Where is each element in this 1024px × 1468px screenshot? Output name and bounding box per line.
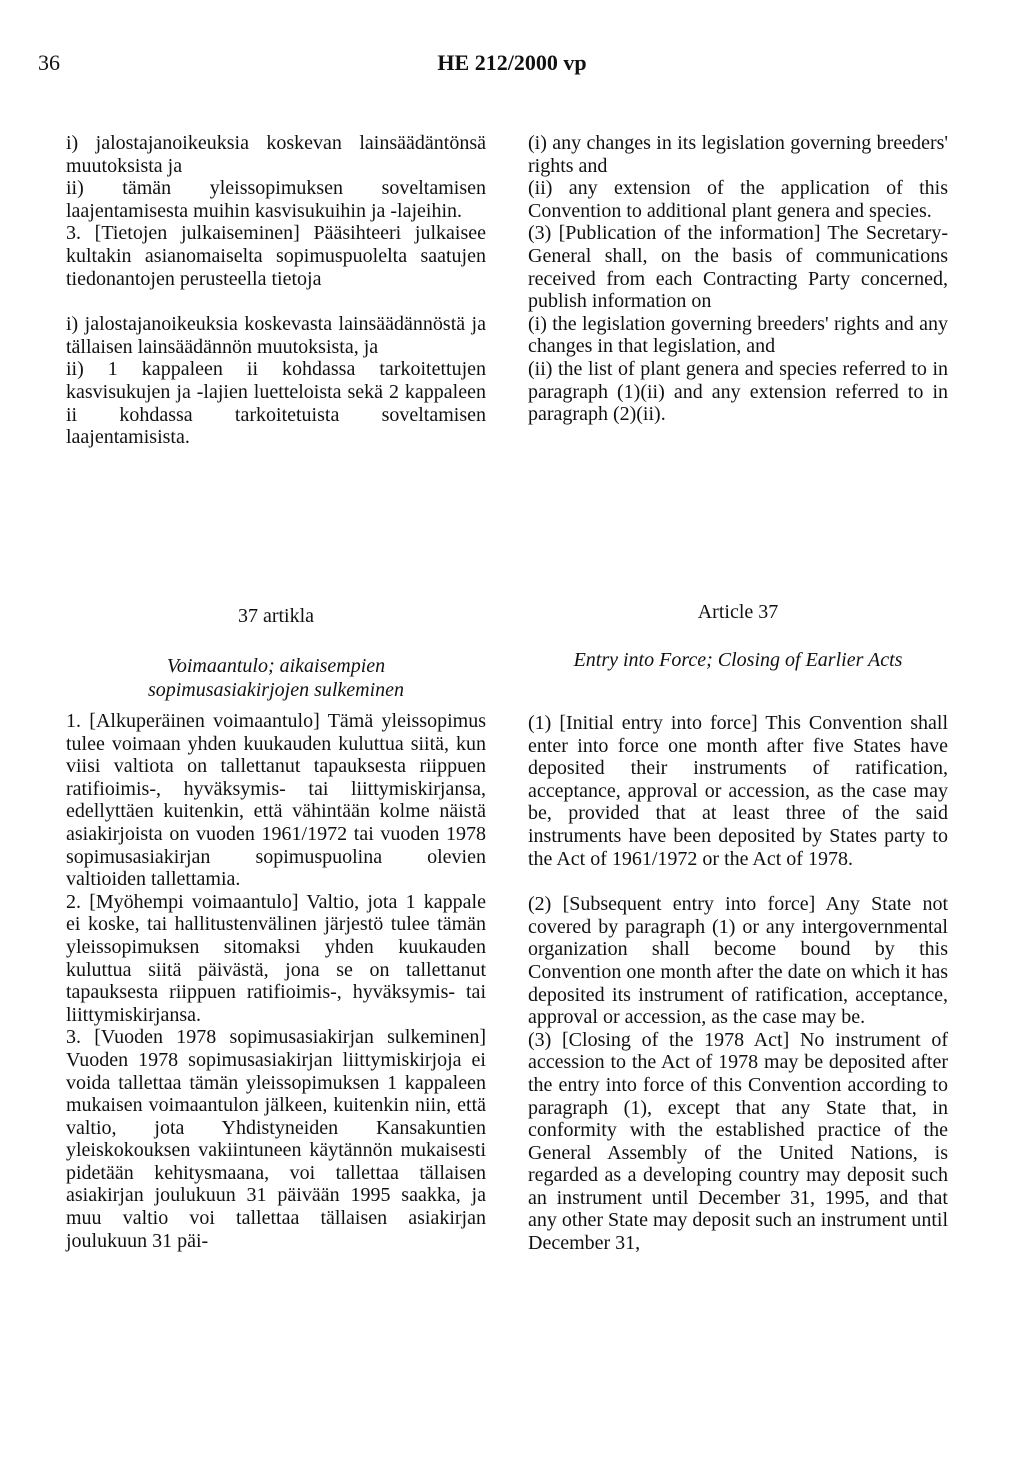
en-paragraph: (i) the legislation governing breeders' rights and any changes in that legislation, and <box>528 312 948 358</box>
en-article-title: Entry into Force; Closing of Earlier Acts <box>573 649 903 671</box>
finnish-top-section <box>66 132 486 449</box>
en-paragraph: (2) [Subsequent entry into force] Any State not covered by paragraph (1) or any intergovernmental organization shall become bound by this Convention one month after the date on which it has deposited its instrument of ratification, acceptance, approval or accession, as the case may be. <box>528 893 948 1029</box>
english-article-body <box>528 712 948 1255</box>
en-paragraph: (3) [Publication of the information] The Secretary-General shall, on the basis of communications received from each Contracting Party concerned, publish information on <box>528 222 948 313</box>
fi-paragraph: 3. [Tietojen julkaiseminen] Pääsihteeri julkaisee kultakin asianomaiselta sopimuspuolelta saatujen tiedonantojen perusteella tietoja <box>66 222 486 290</box>
fi-paragraph: i) jalostajanoikeuksia koskevan lainsäädäntönsä muutoksista ja <box>66 132 486 177</box>
fi-paragraph: 3. [Vuoden 1978 sopimusasiakirjan sulkeminen] Vuoden 1978 sopimusasiakirjan liittymiskirjoja ei voida tallettaa tämän yleissopimuksen 1 kappaleen mukaisen voimaantulon jälkeen, kuitenkin niin, että valtio, jota Yhdistyneiden Kansakuntien yleiskokouksen vakiintuneen käytännön mukaisesti pidetään kehitysmaana, voi tallettaa tällaisen asiakirjan joulukuun 31 päivään 1995 saakka, ja muu valtio voi tallettaa tällaisen asiakirjan joulukuun 31 päi- <box>66 1026 486 1252</box>
en-paragraph: (1) [Initial entry into force] This Convention shall enter into force one month after five States have deposited their instruments of ratification, acceptance, approval or accession, as the case may be, provided that at least three of the said instruments have been deposited by States party to the Act of 1961/1972 or the Act of 1978. <box>528 712 948 870</box>
en-paragraph: (ii) the list of plant genera and species referred to in paragraph (1)(ii) and any extension referred to in paragraph (2)(ii). <box>528 357 948 426</box>
en-paragraph: (i) any changes in its legislation governing breeders' rights and <box>528 132 948 177</box>
fi-paragraph: ii) 1 kappaleen ii kohdassa tarkoitettujen kasvisukujen ja -lajien luetteloista sekä 2 kappaleen ii kohdassa tarkoitetuista soveltamisen laajentamisista. <box>66 358 486 449</box>
fi-article-title: Voimaantulo; aikaisempien sopimusasiakirjojen sulkeminen <box>147 655 405 701</box>
en-paragraph: (3) [Closing of the 1978 Act] No instrument of accession to the Act of 1978 may be deposited after the entry into force of this Convention according to paragraph (1), except that any State that, in conformity with the established practice of the General Assembly of the United Nations, is regarded as a developing country may deposit such an instrument until December 31, 1995, and that any other State may deposit such an instrument until December 31, <box>528 1028 948 1255</box>
fi-paragraph: 2. [Myöhempi voimaantulo] Valtio, jota 1 kappale ei koske, tai hallitustenvälinen järjestö tulee tämän yleissopimuksen sitomaksi yhden kuukauden kuluttua siitä päivästä, jona se on tallettanut tapauksesta riippuen ratifioimis-, hyväksymis- tai liittymiskirjansa. <box>66 890 486 1026</box>
en-paragraph: (ii) any extension of the application of this Convention to additional plant genera and species. <box>528 177 948 222</box>
document-id: HE 212/2000 vp <box>437 50 587 75</box>
english-top-section <box>528 132 948 426</box>
fi-paragraph: ii) tämän yleissopimuksen soveltamisen laajentamisesta muihin kasvisukuihin ja -lajeihin. <box>66 177 486 222</box>
page-number: 36 <box>38 50 60 75</box>
en-article-number: Article 37 <box>697 601 779 623</box>
fi-paragraph: 1. [Alkuperäinen voimaantulo] Tämä yleissopimus tulee voimaan yhden kuukauden kuluttua siitä, kun viisi valtiota on tallettanut tapauksesta riippuen ratifioimis-, hyväksymis- tai liittymiskirjansa, edellyttäen kuitenkin, että vähintään kolme näistä asiakirjoista on vuoden 1961/1972 tai vuoden 1978 sopimusasiakirjan sopimuspuolina olevien valtioiden tallettamia. <box>66 710 486 891</box>
fi-article-number: 37 artikla <box>237 605 315 627</box>
fi-paragraph: i) jalostajanoikeuksia koskevasta lainsäädännöstä ja tällaisen lainsäädännön muutoksista, ja <box>66 313 486 358</box>
finnish-article-body <box>66 710 486 1252</box>
